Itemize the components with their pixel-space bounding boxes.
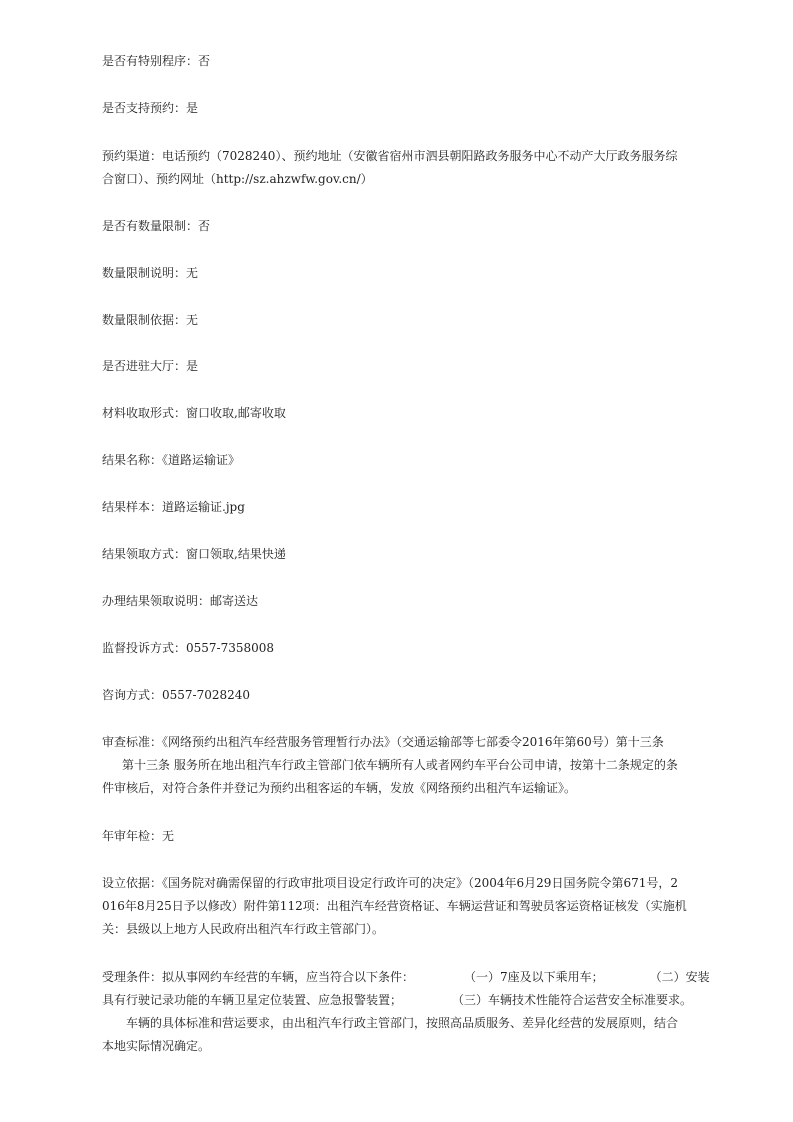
annual-review: 年审年检：无 [102,829,175,843]
acceptance-line-1b: （一）7座及以下乘用车； [464,970,604,984]
legal-basis-line-1: 设立依据：《国务院对确需保留的行政审批项目设定行政许可的决定》（2004年6月29日国务院令第671号，2 [102,876,678,890]
consult-contact: 咨询方式：0557-7028240 [102,688,251,702]
acceptance-conditions [102,966,710,1058]
acceptance-line-3: 车辆的具体标准和营运要求，由出租汽车行政主管部门，按照高品质服务、差异化经营的发展原则，结合 [126,1016,679,1030]
support-reservation: 是否支持预约：是 [102,101,199,115]
acceptance-line-1c: （二）安装 [649,970,710,984]
acceptance-line-2b: （三）车辆技术性能符合运营安全标准要求。 [452,993,693,1007]
quantity-limit-desc: 数量限制说明：无 [102,266,199,280]
acceptance-line-4: 本地实际情况确定。 [102,1039,211,1053]
review-standard-line-3: 件审核后，对符合条件并登记为预约出租客运的车辆，发放《网络预约出租汽车运输证》。 [102,781,577,795]
review-standard-line-1: 审查标准：《网络预约出租汽车经营服务管理暂行办法》（交通运输部等七部委令2016年第60号）第十三条 [102,735,664,749]
legal-basis [102,872,692,941]
result-sample: 结果样本：道路运输证.jpg [102,500,245,514]
reservation-channel-line-2: 合窗口）、预约网址（http://sz.ahzwfw.gov.cn/） [102,172,373,186]
result-pickup-desc: 办理结果领取说明：邮寄送达 [102,594,259,608]
material-collection: 材料收取形式：窗口收取,邮寄收取 [102,406,286,420]
special-procedure: 是否有特别程序：否 [102,54,211,68]
reservation-channel-line-1: 预约渠道：电话预约（7028240）、预约地址（安徽省宿州市泗县朝阳路政务服务中心不动产大厅政务服务综 [102,149,678,163]
result-pickup: 结果领取方式：窗口领取,结果快递 [102,547,286,561]
review-standard-line-2: 第十三条 服务所在地出租汽车行政主管部门依车辆所有人或者网约车平台公司申请，按第十二条规定的条 [122,758,678,772]
quantity-limit: 是否有数量限制：否 [102,219,211,233]
legal-basis-line-3: 关：县级以上地方人民政府出租汽车行政主管部门）。 [102,922,385,936]
complaint-contact: 监督投诉方式：0557-7358008 [102,641,275,655]
legal-basis-line-2: 016年8月25日予以修改）附件第112项：出租汽车经营资格证、车辆运营证和驾驶员客运资格证核发（实施机 [102,899,687,913]
quantity-limit-basis: 数量限制依据：无 [102,313,199,327]
in-hall: 是否进驻大厅：是 [102,359,199,373]
acceptance-line-2a: 具有行驶记录功能的车辆卫星定位装置、应急报警装置； [102,993,403,1007]
reservation-channel [102,145,692,191]
result-name: 结果名称：《道路运输证》 [102,453,241,467]
acceptance-line-1a: 受理条件：拟从事网约车经营的车辆，应当符合以下条件： [102,970,415,984]
review-standard [102,731,692,800]
